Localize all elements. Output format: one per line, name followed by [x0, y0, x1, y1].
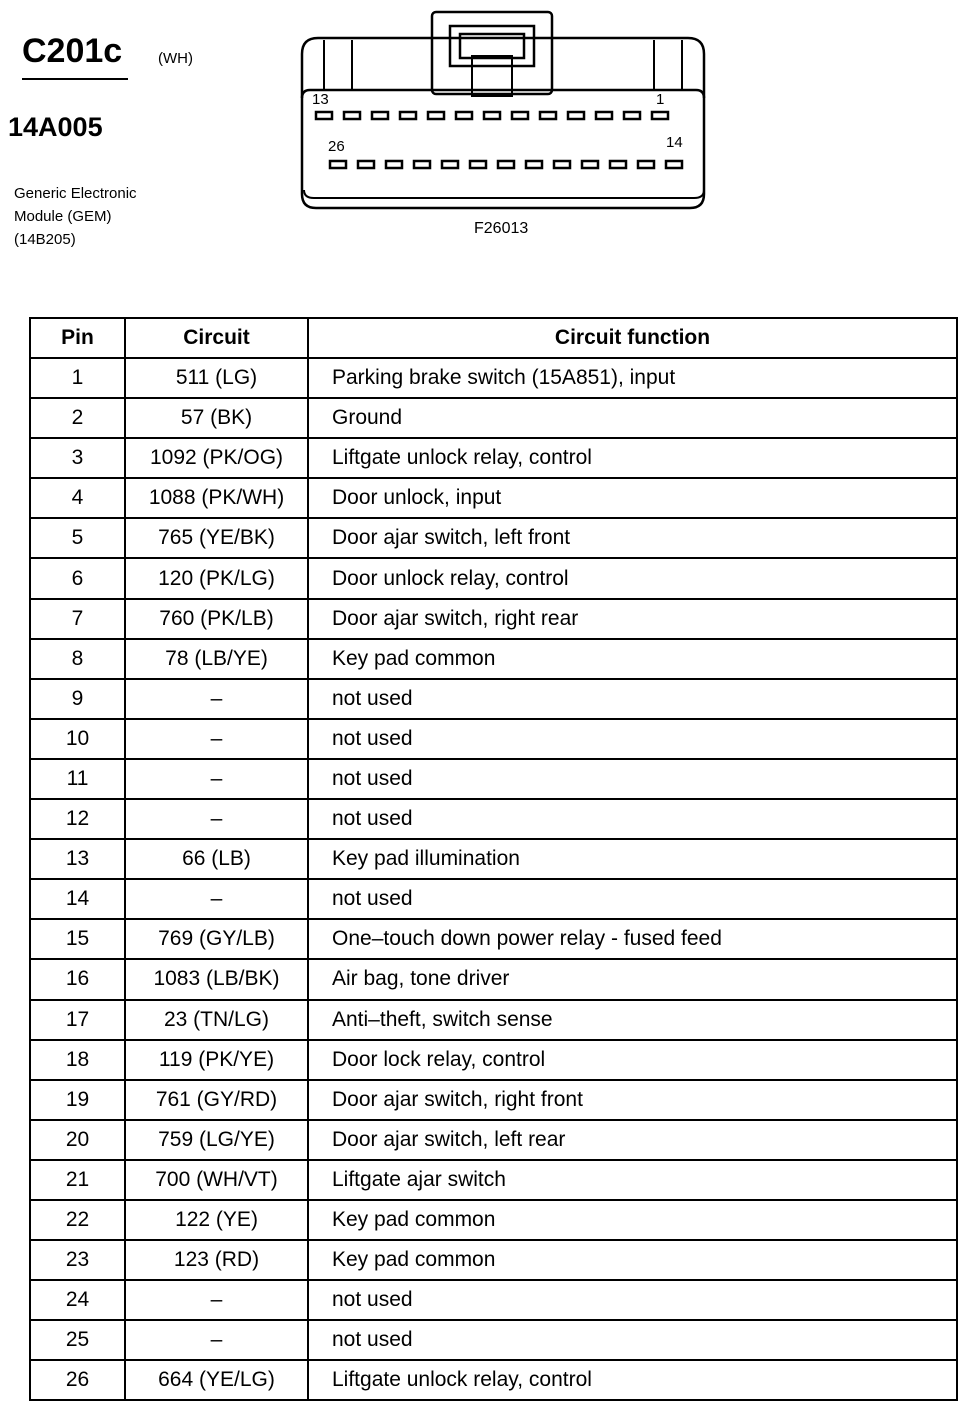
- table-header-row: [30, 318, 957, 358]
- circuit-cell: –: [125, 719, 308, 759]
- part-number: 14A005: [8, 112, 103, 142]
- circuit-cell: –: [125, 1280, 308, 1320]
- circuit-cell: –: [125, 799, 308, 839]
- pin-cell: 18: [30, 1040, 125, 1080]
- circuit-cell: 119 (PK/YE): [125, 1040, 308, 1080]
- circuit-cell: –: [125, 879, 308, 919]
- pin-cell: 17: [30, 1000, 125, 1040]
- pin-cell: 13: [30, 839, 125, 879]
- table-row: [30, 679, 957, 719]
- table-row: [30, 398, 957, 438]
- function-cell: not used: [308, 679, 957, 719]
- module-name-line: Generic Electronic: [14, 185, 137, 202]
- table-row: [30, 1200, 957, 1240]
- function-cell: Liftgate ajar switch: [308, 1160, 957, 1200]
- circuit-cell: –: [125, 679, 308, 719]
- table-row: [30, 799, 957, 839]
- circuit-cell: 1083 (LB/BK): [125, 959, 308, 999]
- pin-label-13: 13: [312, 91, 329, 108]
- module-name-line: Module (GEM): [14, 208, 112, 225]
- table-row: [30, 478, 957, 518]
- pin-cell: 5: [30, 518, 125, 558]
- function-cell: One–touch down power relay - fused feed: [308, 919, 957, 959]
- circuit-cell: –: [125, 759, 308, 799]
- circuit-cell: 765 (YE/BK): [125, 518, 308, 558]
- function-cell: not used: [308, 1320, 957, 1360]
- pin-cell: 19: [30, 1080, 125, 1120]
- header-function: Circuit function: [308, 318, 957, 358]
- connector-diagram: [300, 10, 710, 215]
- table-row: [30, 558, 957, 598]
- connector-cavities-top: [316, 112, 668, 119]
- connector-id: C201c: [22, 32, 123, 70]
- pin-label-1: 1: [656, 91, 665, 108]
- circuit-cell: 761 (GY/RD): [125, 1080, 308, 1120]
- function-cell: Liftgate unlock relay, control: [308, 1360, 957, 1400]
- function-cell: Ground: [308, 398, 957, 438]
- table-row: [30, 1320, 957, 1360]
- pin-cell: 4: [30, 478, 125, 518]
- function-cell: Key pad common: [308, 1200, 957, 1240]
- table-row: [30, 1040, 957, 1080]
- function-cell: Key pad common: [308, 639, 957, 679]
- table-row: [30, 358, 957, 398]
- pin-label-26: 26: [328, 138, 345, 155]
- table-row: [30, 599, 957, 639]
- function-cell: Door unlock, input: [308, 478, 957, 518]
- module-name-line: (14B205): [14, 231, 76, 248]
- table-row: [30, 639, 957, 679]
- connector-id-underline: [22, 78, 128, 80]
- function-cell: Key pad common: [308, 1240, 957, 1280]
- pin-cell: 22: [30, 1200, 125, 1240]
- circuit-cell: –: [125, 1320, 308, 1360]
- circuit-cell: 760 (PK/LB): [125, 599, 308, 639]
- function-cell: Door unlock relay, control: [308, 558, 957, 598]
- pin-cell: 14: [30, 879, 125, 919]
- function-cell: Door lock relay, control: [308, 1040, 957, 1080]
- table-row: [30, 919, 957, 959]
- circuit-cell: 700 (WH/VT): [125, 1160, 308, 1200]
- function-cell: Parking brake switch (15A851), input: [308, 358, 957, 398]
- pin-cell: 3: [30, 438, 125, 478]
- pin-label-14: 14: [666, 134, 683, 151]
- table-row: [30, 879, 957, 919]
- pin-cell: 12: [30, 799, 125, 839]
- pin-cell: 8: [30, 639, 125, 679]
- table-row: [30, 1080, 957, 1120]
- function-cell: Door ajar switch, right rear: [308, 599, 957, 639]
- circuit-cell: 664 (YE/LG): [125, 1360, 308, 1400]
- pin-cell: 16: [30, 959, 125, 999]
- pinout-table: [29, 317, 958, 1401]
- pin-cell: 26: [30, 1360, 125, 1400]
- table-row: [30, 1120, 957, 1160]
- function-cell: Anti–theft, switch sense: [308, 1000, 957, 1040]
- table-row: [30, 1240, 957, 1280]
- table-row: [30, 1280, 957, 1320]
- function-cell: Liftgate unlock relay, control: [308, 438, 957, 478]
- circuit-cell: 57 (BK): [125, 398, 308, 438]
- circuit-cell: 1088 (PK/WH): [125, 478, 308, 518]
- pin-cell: 21: [30, 1160, 125, 1200]
- function-cell: Door ajar switch, left front: [308, 518, 957, 558]
- table-row: [30, 1000, 957, 1040]
- pin-cell: 9: [30, 679, 125, 719]
- function-cell: Air bag, tone driver: [308, 959, 957, 999]
- pin-cell: 7: [30, 599, 125, 639]
- table-row: [30, 719, 957, 759]
- header-pin: Pin: [30, 318, 125, 358]
- pin-cell: 6: [30, 558, 125, 598]
- circuit-cell: 66 (LB): [125, 839, 308, 879]
- circuit-cell: 122 (YE): [125, 1200, 308, 1240]
- circuit-cell: 769 (GY/LB): [125, 919, 308, 959]
- connector-housing: [302, 38, 704, 208]
- circuit-cell: 120 (PK/LG): [125, 558, 308, 598]
- function-cell: Key pad illumination: [308, 839, 957, 879]
- function-cell: not used: [308, 719, 957, 759]
- pin-cell: 25: [30, 1320, 125, 1360]
- connector-color: (WH): [158, 50, 193, 67]
- pin-cell: 23: [30, 1240, 125, 1280]
- connector-cavities-bottom: [330, 161, 682, 168]
- table-row: [30, 959, 957, 999]
- function-cell: not used: [308, 799, 957, 839]
- circuit-cell: 78 (LB/YE): [125, 639, 308, 679]
- function-cell: not used: [308, 879, 957, 919]
- circuit-cell: 759 (LG/YE): [125, 1120, 308, 1160]
- table-row: [30, 839, 957, 879]
- pin-cell: 10: [30, 719, 125, 759]
- function-cell: Door ajar switch, right front: [308, 1080, 957, 1120]
- table-row: [30, 1160, 957, 1200]
- table-row: [30, 518, 957, 558]
- pin-cell: 1: [30, 358, 125, 398]
- pin-cell: 24: [30, 1280, 125, 1320]
- table-row: [30, 438, 957, 478]
- function-cell: not used: [308, 1280, 957, 1320]
- module-name: [14, 182, 204, 251]
- pin-cell: 15: [30, 919, 125, 959]
- table-row: [30, 1360, 957, 1400]
- header-circuit: Circuit: [125, 318, 308, 358]
- function-cell: Door ajar switch, left rear: [308, 1120, 957, 1160]
- circuit-cell: 511 (LG): [125, 358, 308, 398]
- pin-cell: 11: [30, 759, 125, 799]
- circuit-cell: 123 (RD): [125, 1240, 308, 1280]
- pin-cell: 20: [30, 1120, 125, 1160]
- circuit-cell: 1092 (PK/OG): [125, 438, 308, 478]
- circuit-cell: 23 (TN/LG): [125, 1000, 308, 1040]
- pin-cell: 2: [30, 398, 125, 438]
- figure-id: F26013: [474, 220, 529, 237]
- function-cell: not used: [308, 759, 957, 799]
- connector-latch: [432, 12, 552, 96]
- table-row: [30, 759, 957, 799]
